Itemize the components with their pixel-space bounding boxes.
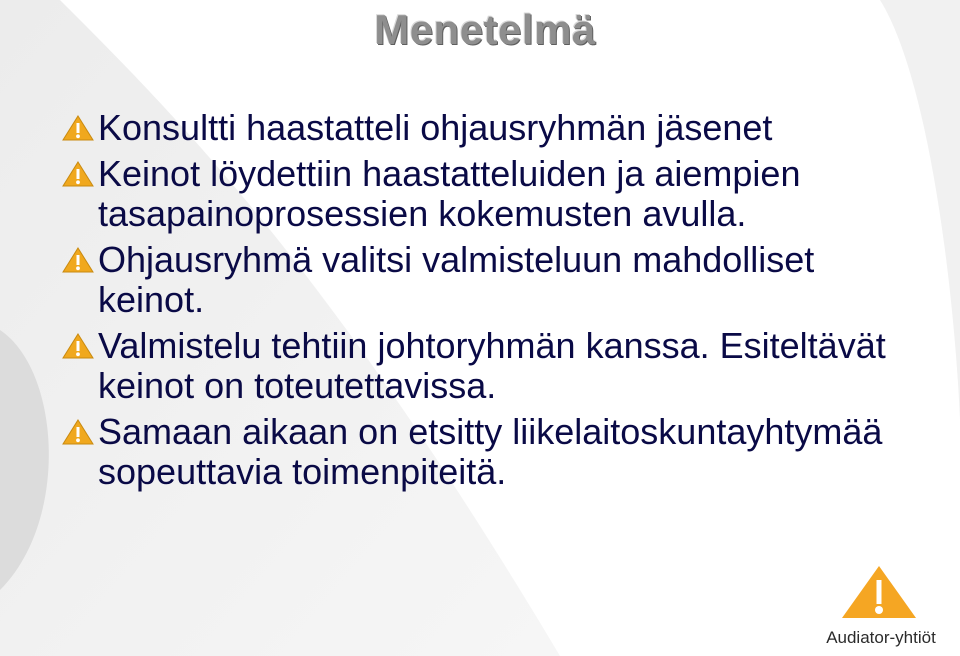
bullet-list — [60, 108, 930, 498]
warning-triangle-icon — [62, 419, 94, 445]
bullet-text: Konsultti haastatteli ohjausryhmän jäsenet — [98, 107, 773, 148]
bullet-item — [60, 326, 930, 406]
bullet-item — [60, 412, 930, 492]
warning-triangle-icon — [62, 161, 94, 187]
warning-triangle-icon — [62, 333, 94, 359]
bullet-text: Ohjausryhmä valitsi valmisteluun mahdolliset keinot. — [98, 239, 815, 320]
warning-triangle-icon — [62, 115, 94, 141]
company-logo — [816, 564, 946, 648]
bullet-item — [60, 108, 930, 148]
audiator-triangle-logo — [840, 564, 918, 620]
bullet-text: Samaan aikaan on etsitty liikelaitoskuntayhtymää sopeuttavia toimenpiteitä. — [98, 411, 883, 492]
logo-text: Audiator-yhtiöt — [826, 628, 936, 647]
slide-title: Menetelmä — [374, 6, 596, 53]
bullet-item — [60, 154, 930, 234]
bullet-text: Valmistelu tehtiin johtoryhmän kanssa. Esiteltävät keinot on toteutettavissa. — [98, 325, 886, 406]
bullet-text: Keinot löydettiin haastatteluiden ja aiempien tasapainoprosessien kokemusten avulla. — [98, 153, 801, 234]
bullet-item — [60, 240, 930, 320]
warning-triangle-icon — [62, 247, 94, 273]
